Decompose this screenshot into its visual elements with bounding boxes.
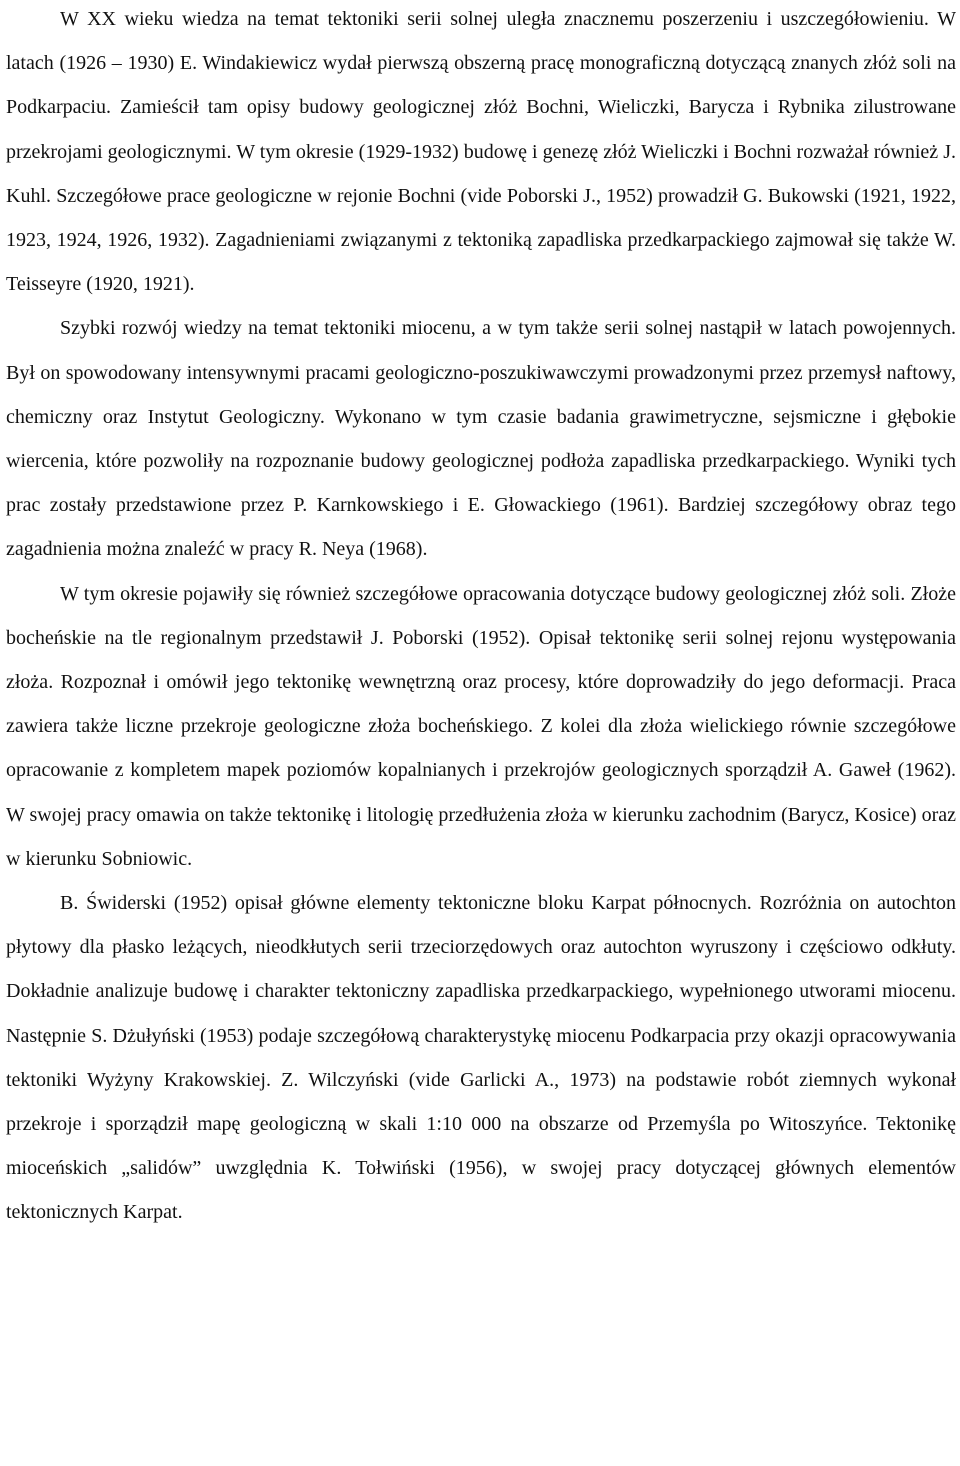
- paragraph: B. Świderski (1952) opisał główne elementy tektoniczne bloku Karpat północnych. Rozróżnia on autochton płytowy dla płasko leżących, nieodkłutych serii trzeciorzędowych oraz autochton wyruszony i częściowo odkłuty. Dokładnie analizuje budowę i charakter tektoniczny zapadliska przedkarpackiego, wypełnionego utworami miocenu. Następnie S. Dżułyński (1953) podaje szczegółową charakterystykę miocenu Podkarpacia przy okazji opracowywania tektoniki Wyżyny Krakowskiej. Z. Wilczyński (vide Garlicki A., 1973) na podstawie robót ziemnych wykonał przekroje i sporządził mapę geologiczną w skali 1:10 000 na obszarze od Przemyśla po Witoszyńce. Tektonikę mioceńskich „salidów” uwzględnia K. Tołwiński (1956), w swojej pracy dotyczącej głównych elementów tektonicznych Karpat.: [6, 892, 956, 1224]
- paragraph: W XX wieku wiedza na temat tektoniki serii solnej uległa znacznemu poszerzeniu i uszczegółowieniu. W latach (1926 – 1930) E. Windakiewicz wydał pierwszą obszerną pracę monograficzną dotyczącą znanych złóż soli na Podkarpaciu. Zamieścił tam opisy budowy geologicznej złóż Bochni, Wieliczki, Barycza i Rybnika zilustrowane przekrojami geologicznymi. W tym okresie (1929-1932) budowę i genezę złóż Wieliczki i Bochni rozważał również J. Kuhl. Szczegółowe prace geologiczne w rejonie Bochni (vide Poborski J., 1952) prowadził G. Bukowski (1921, 1922, 1923, 1924, 1926, 1932). Zagadnieniami związanymi z tektoniką zapadliska przedkarpackiego zajmował się także W. Teisseyre (1920, 1921).: [6, 8, 956, 296]
- paragraph: W tym okresie pojawiły się również szczegółowe opracowania dotyczące budowy geologicznej złóż soli. Złoże bocheńskie na tle regionalnym przedstawił J. Poborski (1952). Opisał tektonikę serii solnej rejonu występowania złoża. Rozpoznał i omówił jego tektonikę wewnętrzną oraz procesy, które doprowadziły do jego deformacji. Praca zawiera także liczne przekroje geologiczne złoża bocheńskiego. Z kolei dla złoża wielickiego równie szczegółowe opracowanie z kompletem mapek poziomów kopalnianych i przekrojów geologicznych sporządził A. Gaweł (1962). W swojej pracy omawia on także tektonikę i litologię przedłużenia złoża w kierunku zachodnim (Barycz, Kosice) oraz w kierunku Sobniowic.: [6, 582, 956, 870]
- paragraph: Szybki rozwój wiedzy na temat tektoniki miocenu, a w tym także serii solnej nastąpił w latach powojennych. Był on spowodowany intensywnymi pracami geologiczno-poszukiwawczymi prowadzonymi przez przemysł naftowy, chemiczny oraz Instytut Geologiczny. Wykonano w tym czasie badania grawimetryczne, sejsmiczne i głębokie wiercenia, które pozwoliły na rozpoznanie budowy geologicznej podłoża zapadliska przedkarpackiego. Wyniki tych prac zostały przedstawione przez P. Karnkowskiego i E. Głowackiego (1961). Bardziej szczegółowy obraz tego zagadnienia można znaleźć w pracy R. Neya (1968).: [6, 317, 956, 561]
